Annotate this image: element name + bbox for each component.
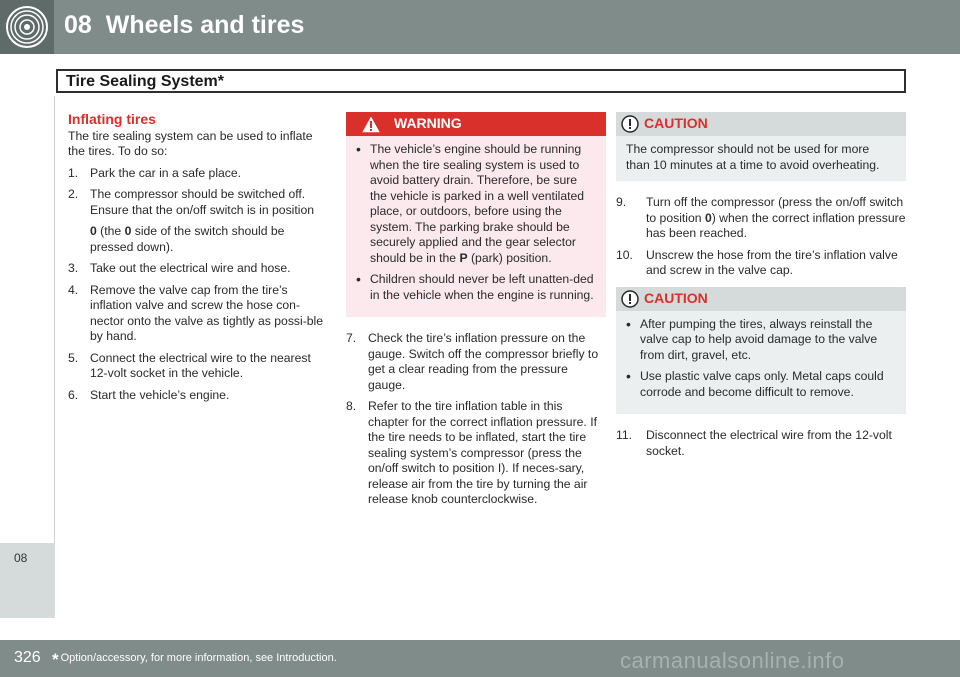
step-text: The compressor should be switched off. Ensure that the on/off switch is in position bbox=[90, 187, 315, 217]
step-text: ) when the correct inflation pressure has been reached. bbox=[646, 210, 906, 240]
step-number: 3. bbox=[68, 261, 79, 275]
bold-value: 0 bbox=[90, 224, 97, 238]
bullet-text: The vehicle’s engine should be running when the tire sealing system is used to avoid battery drain. Therefore, be sure the vehicle is parked in a well ventilated place, or outdoors, before using the system. The parking brake should be securely applied and the gear selector should be in the bbox=[370, 142, 585, 265]
steps-list bbox=[346, 331, 606, 508]
section-title: Tire Sealing System* bbox=[66, 73, 224, 90]
footnote-text: Option/accessory, for more information, see Introduction. bbox=[60, 652, 337, 664]
steps-list bbox=[616, 428, 906, 459]
step-text: Turn off the compressor (press the on/off switch to position bbox=[646, 195, 904, 225]
step-continuation bbox=[90, 224, 330, 255]
caution-body bbox=[616, 311, 906, 401]
side-tab-label: 08 bbox=[14, 551, 28, 565]
footnote bbox=[52, 650, 337, 670]
chapter-title bbox=[64, 11, 304, 40]
warning-triangle-icon bbox=[360, 114, 382, 134]
exclamation-circle-icon bbox=[621, 115, 639, 133]
watermark: carmanualsonline.info bbox=[620, 648, 845, 673]
step-text: Remove the valve cap from the tire’s inflation valve and screw the hose con-nector onto the valve as tightly as possi-ble by hand. bbox=[90, 282, 324, 343]
intro-paragraph: The tire sealing system can be used to inflate the tires. To do so: bbox=[68, 128, 313, 158]
step-number: 2. bbox=[68, 187, 79, 201]
step-number: 11. bbox=[616, 428, 633, 442]
step-item bbox=[616, 248, 906, 279]
bold-value: 0 bbox=[704, 210, 712, 225]
steps-list bbox=[616, 195, 906, 279]
column-1 bbox=[68, 112, 330, 409]
chapter-name: Wheels and tires bbox=[105, 11, 305, 39]
step-item bbox=[68, 261, 330, 277]
step-item bbox=[68, 166, 330, 182]
footnote-star: * bbox=[52, 650, 59, 669]
step-text: (the bbox=[96, 224, 125, 238]
sub-heading: Inflating tires bbox=[68, 111, 156, 127]
step-text: Refer to the tire inflation table in this chapter for the correct inflation pressure. If the tire needs to be inflated, start the tire sealing system’s compressor (press the on/off switch to position I). If neces-sary, release air from the tire by turning the air release knob counterclockwise. bbox=[368, 399, 597, 506]
caution-bullet: • Use plastic valve caps only. Metal caps could corrode and become difficult to remove. bbox=[626, 369, 896, 400]
bullet-text: (park) position. bbox=[467, 250, 552, 265]
step-text: Take out the electrical wire and hose. bbox=[90, 261, 291, 275]
warning-bullet bbox=[356, 142, 596, 266]
warning-header bbox=[346, 112, 606, 136]
column-2 bbox=[346, 112, 606, 514]
column-3 bbox=[616, 112, 906, 465]
step-text: Park the car in a safe place. bbox=[90, 165, 242, 180]
step-number: 8. bbox=[346, 399, 357, 413]
step-text: Check the tire’s inflation pressure on the gauge. Switch off the compressor briefly to get a clear reading from the pressure gauge. bbox=[368, 331, 599, 392]
step-item bbox=[68, 388, 330, 404]
chapter-icon-box bbox=[0, 0, 54, 54]
step-number: 6. bbox=[68, 387, 79, 402]
caution-bullet: • After pumping the tires, always reinstall the valve cap to help avoid damage to the valve from dirt, gravel, etc. bbox=[626, 317, 896, 364]
side-tab-marker bbox=[0, 543, 55, 618]
warning-bullet: • Children should never be left unatten-ded in the vehicle when the engine is running. bbox=[356, 272, 596, 303]
step-item bbox=[68, 351, 330, 382]
chapter-number: 08 bbox=[64, 11, 92, 39]
step-text: Start the vehicle’s engine. bbox=[90, 387, 230, 402]
caution-header bbox=[616, 112, 906, 136]
step-number: 7. bbox=[346, 331, 357, 345]
exclamation-circle-icon bbox=[621, 290, 639, 308]
warning-label: WARNING bbox=[394, 115, 462, 131]
caution-header bbox=[616, 287, 906, 311]
warning-box bbox=[346, 112, 606, 317]
caution-box bbox=[616, 112, 906, 181]
caution-label: CAUTION bbox=[644, 289, 708, 306]
step-item bbox=[68, 283, 330, 345]
step-item bbox=[616, 428, 906, 459]
tire-icon bbox=[0, 0, 54, 54]
step-number: 5. bbox=[68, 350, 79, 365]
side-tab bbox=[0, 96, 55, 618]
caution-text: The compressor should not be used for more than 10 minutes at a time to avoid overheating. bbox=[626, 142, 880, 172]
step-number: 9. bbox=[616, 195, 627, 209]
step-text: Unscrew the hose from the tire’s inflation valve and screw in the valve cap. bbox=[646, 247, 898, 277]
bold-value: 0 bbox=[124, 224, 132, 238]
step-item bbox=[68, 187, 330, 255]
caution-body bbox=[616, 136, 906, 173]
step-text: Disconnect the electrical wire from the 12-volt socket. bbox=[646, 428, 892, 458]
caution-label: CAUTION bbox=[644, 115, 708, 131]
bold-value: P bbox=[459, 250, 468, 265]
step-item bbox=[346, 331, 606, 393]
step-number: 10. bbox=[616, 247, 633, 262]
step-text: side of the switch should be pressed down). bbox=[90, 224, 285, 254]
page-number: 326 bbox=[14, 649, 41, 666]
warning-body bbox=[346, 136, 606, 303]
step-item bbox=[346, 399, 606, 508]
step-number: 1. bbox=[68, 165, 79, 180]
step-item bbox=[616, 195, 906, 242]
section-title-bar bbox=[56, 69, 906, 93]
step-text: Connect the electrical wire to the nearest 12-volt socket in the vehicle. bbox=[90, 350, 311, 380]
caution-box bbox=[616, 287, 906, 415]
step-number: 4. bbox=[68, 282, 79, 297]
steps-list bbox=[68, 166, 330, 404]
